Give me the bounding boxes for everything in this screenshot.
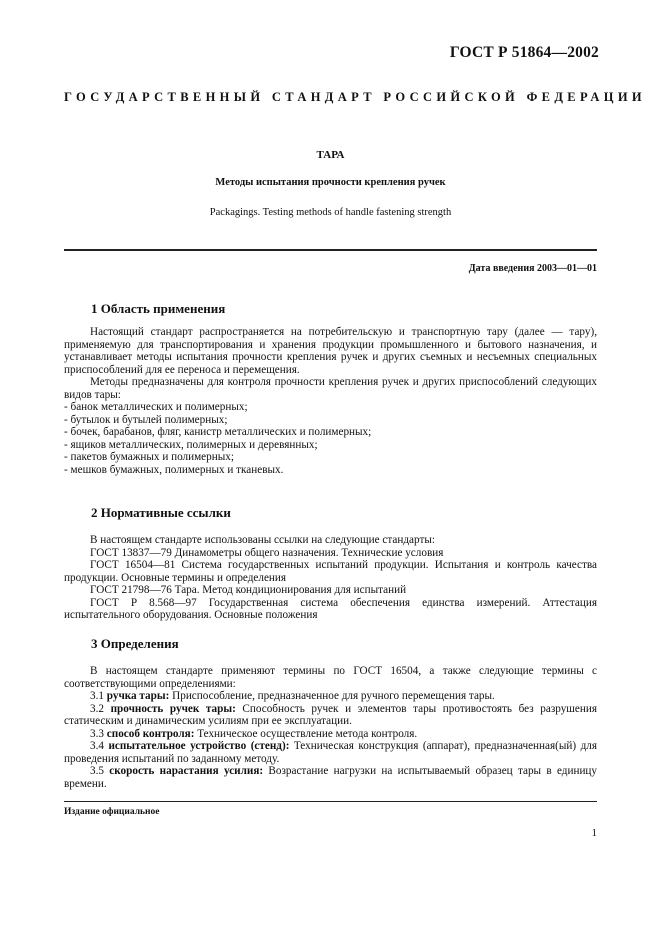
- definition-item: [64, 740, 597, 765]
- list-item: - банок металлических и полимерных;: [64, 401, 248, 413]
- reference-item: ГОСТ 21798—76 Тара. Метод кондиционирования для испытаний: [90, 584, 407, 596]
- section-3-body: [64, 665, 597, 790]
- section-3-intro: В настоящем стандарте применяют термины по ГОСТ 16504, а также следующие термины с соответствующими определениями:: [64, 665, 597, 690]
- definition-number: 3.1: [90, 690, 104, 702]
- edition-label: Издание официальное: [64, 807, 160, 817]
- reference-item: ГОСТ Р 8.568—97 Государственная система обеспечения единства измерений. Аттестация испытательного оборудования. Основные положения: [64, 596, 597, 621]
- introduction-date: Дата введения 2003—01—01: [468, 263, 597, 274]
- definition-term: ручка тары:: [106, 690, 170, 702]
- definition-text: Возрастание нагрузки на испытываемый образец тары в единицу времени.: [64, 765, 598, 790]
- section-1-paragraph: Настоящий стандарт распространяется на потребительскую и транспортную тару (далее — тару), применяемую для транспортирования и хранения продукции промышленного и бытового назначения, и устанавливает методы испытания прочности крепления ручек и других съемных и несъемных специальных приспособлений для ее переноса и перемещения.: [64, 326, 597, 376]
- definition-term: способ контроля:: [106, 727, 195, 740]
- definition-number: 3.4: [90, 740, 104, 752]
- english-title: Packagings. Testing methods of handle fastening strength: [209, 207, 452, 218]
- section-2-intro: В настоящем стандарте использованы ссылки на следующие стандарты:: [90, 534, 435, 546]
- footer-divider: [64, 801, 597, 802]
- definition-term: скорость нарастания усилия:: [109, 765, 264, 777]
- definition-text: Способность ручек и элементов тары противостоять без разрушения статическим и динамическим усилиям при ее эксплуатации.: [64, 702, 598, 727]
- definition-number: 3.3: [90, 727, 104, 740]
- definition-item: [64, 703, 597, 728]
- reference-item: ГОСТ 13837—79 Динамометры общего назначения. Технические условия: [90, 546, 444, 559]
- list-item: - пакетов бумажных и полимерных;: [64, 451, 234, 463]
- state-standard-title: ГОСУДАРСТВЕННЫЙ СТАНДАРТ РОССИЙСКОЙ ФЕДЕРАЦИИ: [64, 90, 646, 104]
- definition-item: [64, 728, 597, 741]
- page-number: 1: [591, 827, 597, 839]
- document-subtitle: Методы испытания прочности крепления ручек: [215, 177, 446, 188]
- section-1-heading: 1 Область применения: [91, 301, 226, 316]
- title-divider: [64, 249, 597, 251]
- definition-text: Приспособление, предназначенное для ручного перемещения тары.: [172, 690, 495, 702]
- definition-item: [64, 765, 597, 790]
- definition-term: испытательное устройство (стенд):: [108, 740, 290, 752]
- list-item: - ящиков металлических, полимерных и деревянных;: [64, 438, 318, 451]
- list-item: - бочек, барабанов, фляг, канистр металлических и полимерных;: [64, 426, 372, 438]
- document-code: ГОСТ Р 51864—2002: [449, 44, 599, 61]
- reference-item: ГОСТ 16504—81 Система государственных испытаний продукции. Испытания и контроль качества продукции. Основные термины и определения: [64, 559, 597, 584]
- definition-number: 3.5: [90, 765, 104, 777]
- section-1-paragraph: Методы предназначены для контроля прочности крепления ручек и других приспособлений следующих видов тары:: [64, 376, 597, 401]
- section-1-body: [64, 326, 597, 476]
- definition-item: [64, 690, 597, 703]
- list-item: - бутылок и бутылей полимерных;: [64, 413, 228, 426]
- definition-number: 3.2: [90, 702, 104, 715]
- section-2-body: [64, 534, 597, 622]
- definition-term: прочность ручек тары:: [110, 702, 236, 715]
- section-2-heading: 2 Нормативные ссылки: [91, 505, 231, 520]
- list-item: - мешков бумажных, полимерных и тканевых.: [64, 463, 284, 476]
- definition-text: Техническая конструкция (аппарат), предназначенная(ый) для проведения испытаний по заданному методу.: [64, 740, 597, 765]
- section-3-heading: 3 Определения: [91, 636, 179, 651]
- definition-text: Техническое осуществление метода контроля.: [197, 727, 418, 740]
- document-title: ТАРА: [316, 149, 345, 161]
